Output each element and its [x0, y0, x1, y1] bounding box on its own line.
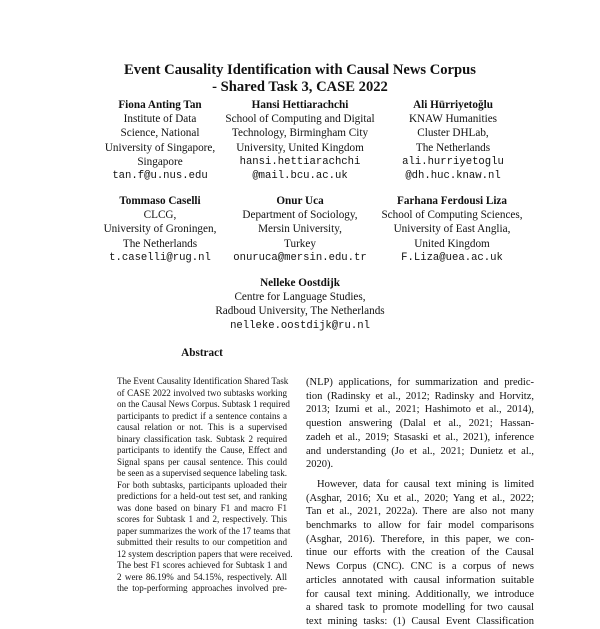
author-affiliation: Technology, Birmingham City	[231, 127, 369, 140]
abstract-line: 2 were 86.19% and 54.15%, respectively. All	[117, 571, 287, 582]
intro-line: benchmarks to allow for fair model comparisons	[306, 520, 534, 532]
abstract-line: participants to identify the Cause, Effect and	[117, 445, 287, 455]
intro-line: tion (Radinsky et al., 2012; Radinsky and Horvitz,	[306, 390, 534, 402]
title-line-1: Event Causality Identification with Causal News Corpus	[124, 62, 476, 78]
author-email: tan.f@u.nus.edu	[112, 170, 208, 183]
author-affiliation: The Netherlands	[415, 141, 491, 154]
abstract-line: participants to predict if a sentence contains a	[117, 410, 287, 421]
title-line-2: - Shared Task 3, CASE 2022	[212, 79, 388, 95]
intro-line: News Corpus (CNC). CNC is a corpus of news	[306, 561, 534, 573]
author-affiliation: Science, National	[120, 127, 200, 140]
author-affiliation: The Netherlands	[122, 237, 198, 250]
author-affiliation: Turkey	[284, 237, 316, 250]
author-affiliation: Department of Sociology,	[242, 209, 358, 222]
author-affiliation: Mersin University,	[258, 223, 342, 236]
author-block-uca	[220, 194, 380, 265]
intro-line: 2013; Izumi et al., 2021; Hashimoto et al., 2014),	[306, 404, 534, 416]
author-block-caselli	[80, 194, 240, 265]
author-block-hurriyetoglu	[378, 98, 528, 183]
author-block-hettiarachchi	[215, 98, 385, 183]
author-affiliation: Centre for Language Studies,	[234, 291, 366, 304]
abstract-line: on the Causal News Corpus. Subtask 1 required	[117, 399, 290, 409]
abstract-line: predictions for a held-out test set, and ranking	[117, 491, 287, 501]
author-email: @dh.huc.knaw.nl	[405, 170, 501, 183]
author-affiliation: Radboud University, The Netherlands	[215, 305, 385, 318]
author-block-liza	[372, 194, 532, 265]
author-name: Farhana Ferdousi Liza	[396, 195, 507, 207]
author-block-tan	[90, 98, 230, 183]
intro-line: zadeh et al., 2019; Stasaski et al., 2021), inference	[306, 431, 534, 443]
abstract-line: of CASE 2022 involved two subtasks working	[117, 387, 287, 398]
intro-line: (Asghar, 2016). Therefore, in this paper, we con-	[306, 533, 534, 545]
abstract-line: paper summarizes the work of the 17 teams that	[117, 525, 291, 536]
author-email: onuruca@mersin.edu.tr	[233, 251, 367, 264]
abstract-heading: Abstract	[181, 347, 223, 359]
author-affiliation: United Kingdom	[414, 237, 490, 250]
author-affiliation: Institute of Data	[123, 113, 197, 126]
author-email: @mail.bcu.ac.uk	[252, 170, 348, 183]
intro-line: text mining tasks: (1) Causal Event Classification	[306, 615, 534, 627]
intro-line: 2020).	[306, 459, 334, 471]
abstract-line: Signal spans per causal sentence. This could	[117, 456, 287, 467]
paper-title	[0, 62, 600, 96]
author-email: t.caselli@rug.nl	[109, 251, 211, 264]
author-email: hansi.hettiarachchi	[239, 155, 361, 168]
abstract-line: scores for Subtask 1 and 2, respectively. This	[117, 514, 287, 524]
abstract-line: binary classification task. Subtask 2 required	[117, 433, 287, 444]
author-email: nelleke.oostdijk@ru.nl	[230, 319, 370, 332]
abstract-line: The Event Causality Identification Shared Task	[117, 376, 289, 386]
abstract-line: The best F1 scores achieved for Subtask 1 and	[117, 560, 287, 570]
author-name: Hansi Hettiarachchi	[251, 99, 349, 111]
intro-line: Tan et al., 2021, 2022a). There are also not many	[306, 506, 534, 518]
intro-line: tinue our efforts with the creation of the Causal	[306, 547, 534, 559]
intro-line: for causal text mining. Additionally, we introduce	[306, 588, 534, 600]
author-block-oostdijk	[200, 276, 400, 333]
author-name: Tommaso Caselli	[119, 195, 201, 207]
intro-line: articles annotated with causal information suitable	[306, 574, 534, 586]
author-affiliation: University of Singapore,	[104, 141, 216, 154]
author-email: ali.hurriyetoglu	[402, 155, 504, 168]
abstract-body	[117, 376, 293, 595]
intro-line: a shared task to promote modelling for two causal	[306, 602, 534, 614]
author-affiliation: Cluster DHLab,	[417, 127, 489, 140]
author-email: F.Liza@uea.ac.uk	[401, 251, 503, 264]
intro-line: and understanding (Jo et al., 2021; Dunietz et al.,	[306, 445, 534, 457]
author-affiliation: School of Computing Sciences,	[381, 209, 523, 222]
abstract-line: submitted their results to our competition and	[117, 537, 287, 547]
intro-line: (NLP) applications, for summarization and predic-	[306, 377, 534, 388]
author-affiliation: University of Groningen,	[103, 223, 217, 236]
introduction-column	[306, 376, 534, 629]
abstract-line: causal relation or not. This is a supervised	[117, 422, 287, 432]
author-affiliation: CLCG,	[143, 209, 177, 222]
author-name: Onur Uca	[276, 195, 324, 207]
author-name: Nelleke Oostdijk	[260, 277, 340, 289]
author-name: Ali Hürriyetoğlu	[413, 99, 493, 111]
intro-line: (Asghar, 2016; Xu et al., 2020; Yang et al., 2022;	[306, 492, 534, 504]
author-name: Fiona Anting Tan	[118, 99, 202, 111]
abstract-line: be seen as a supervised sequence labeling task.	[117, 468, 287, 478]
abstract-line: For both subtasks, participants uploaded their	[117, 479, 287, 490]
author-affiliation: KNAW Humanities	[408, 113, 498, 126]
author-affiliation: University of East Anglia,	[393, 223, 511, 236]
intro-line: However, data for causal text mining is limited	[317, 478, 534, 490]
author-affiliation: University, United Kingdom	[236, 141, 364, 154]
author-affiliation: School of Computing and Digital	[225, 113, 375, 126]
abstract-line: was done based on binary F1 and macro F1	[117, 502, 287, 513]
intro-line: question answering (Dalal et al., 2021; Hassan-	[306, 418, 534, 430]
abstract-line: the top-performing approaches involved pre-	[117, 583, 287, 593]
abstract-line: 12 system description papers that were received.	[117, 548, 293, 559]
author-affiliation: Singapore	[137, 155, 183, 168]
